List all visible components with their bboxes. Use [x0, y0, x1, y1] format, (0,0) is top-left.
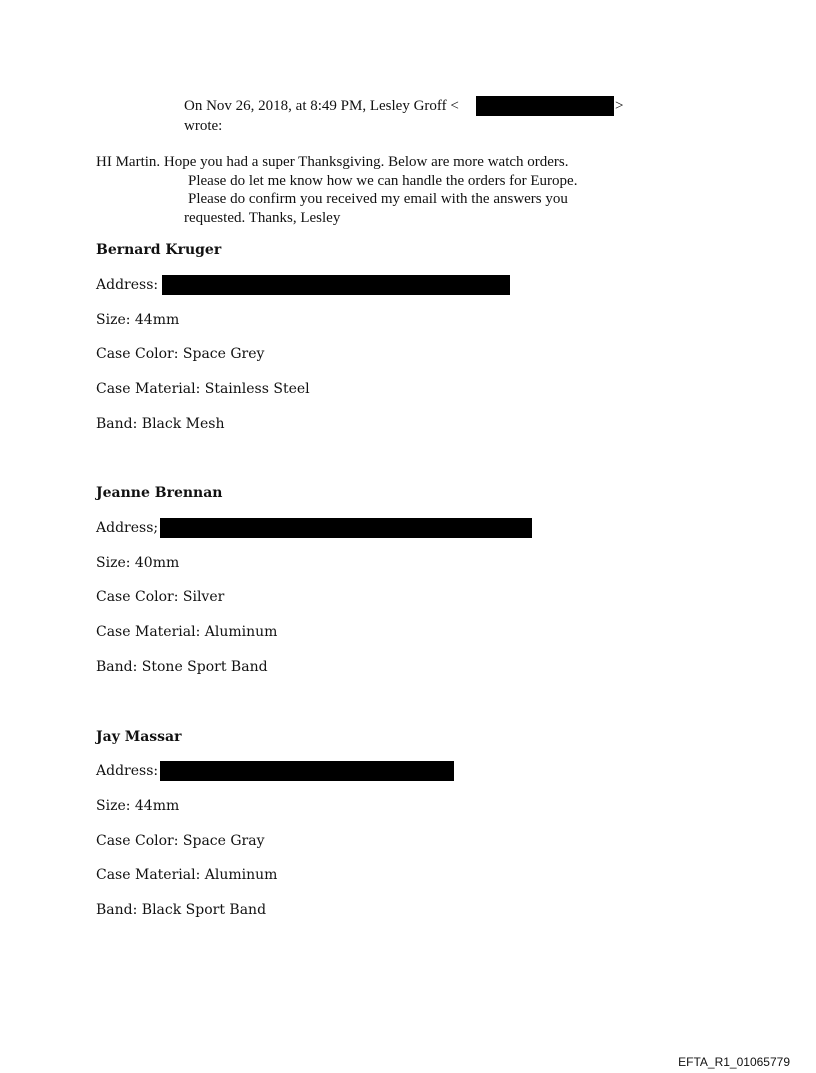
email-header-line2: wrote:: [184, 118, 223, 134]
email-header-line1: On Nov 26, 2018, at 8:49 PM, Lesley Groff <: [184, 98, 459, 114]
order-name: Jay Massar: [96, 729, 182, 745]
order-case-material: Case Material: Aluminum: [96, 624, 278, 640]
order-size: Size: 44mm: [96, 312, 180, 328]
address-label: Address:: [96, 277, 159, 293]
document-id: EFTA_R1_01065779: [678, 1055, 790, 1069]
order-name: Jeanne Brennan: [96, 485, 223, 501]
redacted-address: [160, 761, 454, 781]
order-band: Band: Black Sport Band: [96, 902, 267, 918]
order-band: Band: Black Mesh: [96, 416, 225, 432]
address-label: Address;: [96, 520, 159, 536]
order-case-color: Case Color: Space Grey: [96, 346, 265, 362]
message-line4: requested. Thanks, Lesley: [184, 210, 341, 226]
message-line3: Please do confirm you received my email with the answers you: [188, 191, 568, 207]
order-case-material: Case Material: Aluminum: [96, 867, 278, 883]
redacted-address: [162, 275, 510, 295]
order-name: Bernard Kruger: [96, 242, 222, 258]
order-case-color: Case Color: Silver: [96, 589, 225, 605]
order-case-material: Case Material: Stainless Steel: [96, 381, 310, 397]
address-label: Address:: [96, 763, 159, 779]
order-size: Size: 40mm: [96, 555, 180, 571]
order-size: Size: 44mm: [96, 798, 180, 814]
redacted-email: [476, 96, 614, 116]
email-header-line1-end: >: [615, 98, 624, 114]
order-case-color: Case Color: Space Gray: [96, 833, 265, 849]
redacted-address: [160, 518, 532, 538]
order-band: Band: Stone Sport Band: [96, 659, 268, 675]
message-line2: Please do let me know how we can handle the orders for Europe.: [188, 173, 578, 189]
message-line1: HI Martin. Hope you had a super Thanksgiving. Below are more watch orders.: [96, 154, 569, 170]
